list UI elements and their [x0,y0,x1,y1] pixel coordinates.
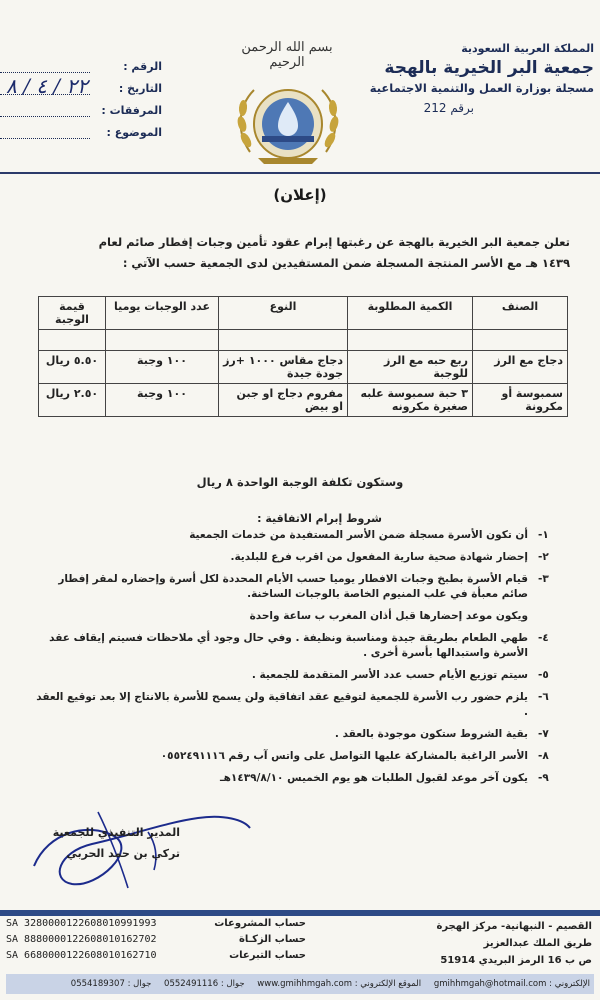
account-row [6,934,306,950]
terms-list [30,528,566,793]
registration-label: مسجلة بوزارة العمل والتنمية الاجتماعية [369,81,594,95]
basmala-calligraphy: بسم الله الرحمن الرحيم [241,40,333,70]
cell-item: سمبوسة أو مكرونة [473,384,568,417]
col-meal-price: قيمة الوجبة [39,297,106,330]
cell-meal-price: ٢.٥٠ ريال [39,384,106,417]
cell-type: دجاج مقاس ١٠٠٠ +رز جودة جيدة [219,351,348,384]
meta-number-label: الرقم : [123,60,162,73]
list-item: ٩- يكون آخر موعد لقبول الطلبات هو يوم الخميس ١٤٣٩/٨/١٠هـ [220,772,549,784]
list-item: ٢- إحضار شهادة صحية سارية المفعول من اقرب فرع للبلدية. [230,551,549,563]
account-row [6,950,306,966]
table-spacer-row [39,330,568,351]
account-number: SA 3280000122608010991993 [6,918,157,929]
org-name: جمعية البر الخيرية بالهجة [384,58,594,78]
account-row [6,918,306,934]
account-number: SA 8880000122608010162702 [6,934,157,945]
meta-attachments-row [0,102,168,124]
intro-line-2: ١٤٣٩ هـ مع الأسر المنتجة المسجلة ضمن المستفيدين لدى الجمعية حسب الآتي : [122,256,570,270]
list-item: ١- أن تكون الأسرة مسجلة ضمن الأسر المستفيدة من خدمات الجمعية [189,529,549,541]
contact-mobile: جوال : 0554189307 [70,979,152,989]
cell-meal-price: ٥.٥٠ ريال [39,351,106,384]
org-logo-icon [228,40,348,168]
intro-paragraph [40,232,570,274]
table-row [39,384,568,417]
footer-band [0,910,600,916]
cost-note: وستكون تكلفة الوجبة الواحدة ٨ ريال [196,475,404,489]
meta-subject-label: الموضوع : [106,126,162,139]
meals-table [38,296,568,417]
cell-quantity: ٣ حبة سمبوسة علبه صغيرة مكرونه [348,384,473,417]
meta-date-value: ٢٢ / ٤ / ٨ [6,74,88,98]
address-line: القصيم - النبهانية- مركز الهجرة [436,921,592,932]
terms-title: شروط إبرام الاتفاقية : [257,512,382,525]
header-divider [0,172,600,174]
table-row [39,351,568,384]
signature-block [40,822,180,864]
address-block [372,918,592,969]
list-item: ٦- يلزم حضور رب الأسرة للجمعية لتوقيع عقد اتفاقية ولن يسمح للأسرة بالانتاج إلا بعد توقيع العقد . [36,691,549,718]
contact-strip [6,974,594,994]
col-meals-per-day: عدد الوجبات يوميا [106,297,219,330]
list-item: ٥- سيتم توزيع الأيام حسب عدد الأسر المتقدمة للجمعية . [251,669,549,681]
letter-meta [0,58,168,146]
signatory-title: المدير التنفيذي للجمعية [52,826,180,839]
address-line: طريق الملك عبدالعزيز [483,938,592,949]
cell-meals-per-day: ١٠٠ وجبة [106,351,219,384]
list-item: ويكون موعد إحضارها قبل أذان المغرب ب ساعة واحدة [249,610,528,622]
contact-website: الموقع الإلكتروني : www.gmihhmgah.com [257,979,422,989]
account-name: حساب الزكـاة [239,934,306,945]
col-quantity: الكمية المطلوبة [348,297,473,330]
meta-attachments-label: المرفقات : [101,104,162,117]
account-number: SA 6680000122608010162710 [6,950,157,961]
cell-type: مفروم دجاج او جبن او بيض [219,384,348,417]
address-line: ص ب 16 الرمز البريدي 51914 [440,955,592,966]
reg-number: برقم 212 [423,101,474,115]
signatory-name: تركي بن حمد الحربي [66,847,180,860]
meta-date-row [0,74,168,102]
list-item: ٧- بقية الشروط ستكون موجودة بالعقد . [334,728,549,740]
cell-meals-per-day: ١٠٠ وجبة [106,384,219,417]
bank-accounts [6,918,306,966]
cell-quantity: ربع حبه مع الرز للوجبة [348,351,473,384]
intro-line-1: تعلن جمعية البر الخيرية بالهجة عن رغبتها إبرام عقود تأمين وجبات إفطار صائم لعام [98,235,570,249]
col-item: الصنف [473,297,568,330]
meta-subject-row [0,124,168,146]
list-item: ٤- طهي الطعام بطريقة جيدة ومناسبة ونظيفة . وفي حال وجود أي ملاحظات فسيتم إيقاف عقد الأسرة واستبدالها بأسرة أخرى . [49,632,549,659]
list-item: ٨- الأسر الراغبة بالمشاركة عليها التواصل على واتس آب رقم ٠٥٥٢٤٩١١١٦ [160,750,549,762]
contact-mobile: جوال : 0552491116 [164,979,245,989]
table-header-row [39,297,568,330]
notice-title: (إعلان) [273,186,327,204]
meta-date-label: التاريخ : [118,82,162,95]
kingdom-label: المملكة العربية السعودية [461,42,594,55]
contact-email: الإلكتروني : gmihhmgah@hotmail.com [433,979,590,989]
account-name: حساب التبرعات [229,950,306,961]
cell-item: دجاج مع الرز [473,351,568,384]
org-header [362,42,594,115]
col-type: النوع [219,297,348,330]
account-name: حساب المشروعات [214,918,306,929]
list-item: ٣- قيام الأسرة بطبخ وجبات الافطار يوميا حسب الأيام المحددة لكل أسرة وإحضاره لمقر إفطار صائم معبأة في علب المنيوم الخاصة بالوجبات الساخنة. [58,573,549,600]
